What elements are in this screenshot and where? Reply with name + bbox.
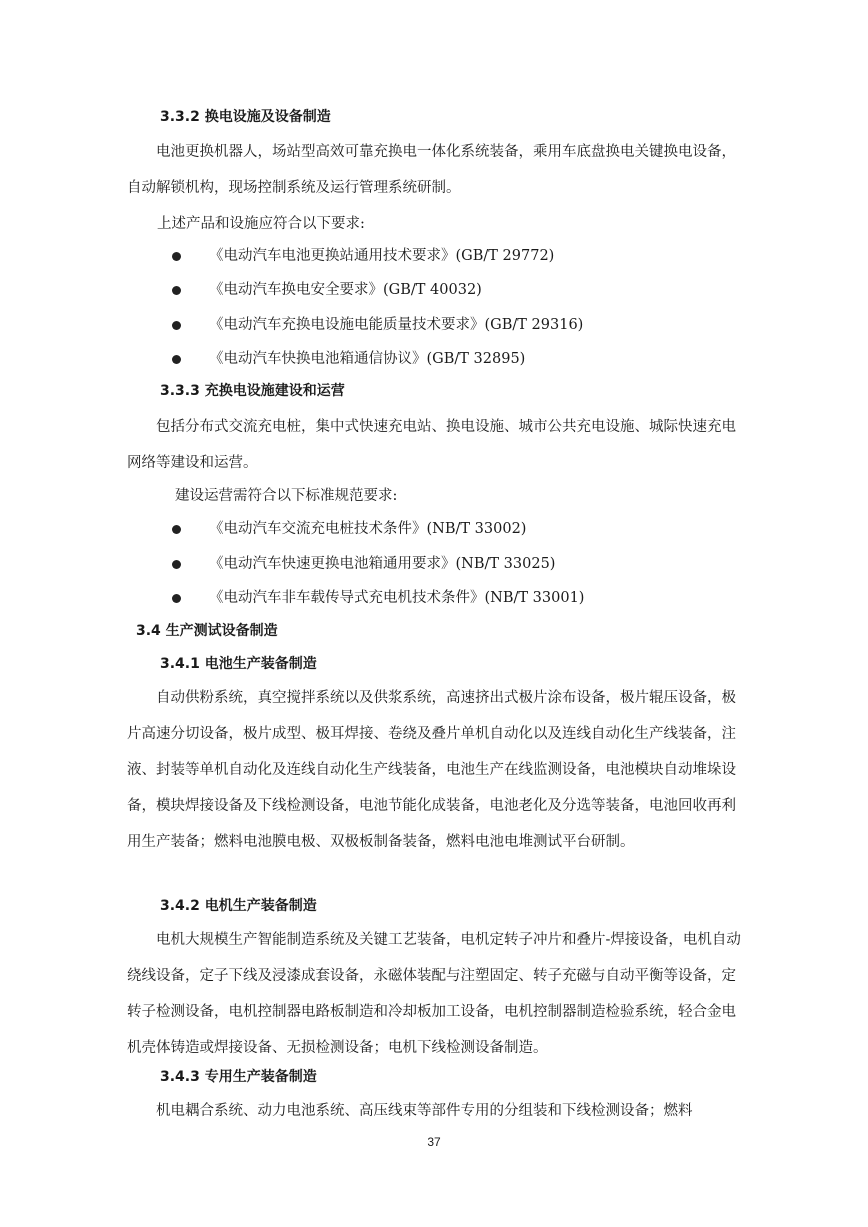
bullet-icon xyxy=(172,355,181,364)
requirements-intro-3-3-3: 建设运营需符合以下标准规范要求: xyxy=(175,488,398,504)
section-heading-3-3-3: 3.3.3 充换电设施建设和运营 xyxy=(160,383,345,399)
list-item: 《电动汽车非车载传导式充电机技术条件》(NB/T 33001) xyxy=(172,586,584,607)
paragraph-3-4-3: 机电耦合系统、动力电池系统、高压线束等部件专用的分组装和下线检测设备；燃料 xyxy=(156,1103,693,1119)
paragraph-3-3-2: 电池更换机器人，场站型高效可靠充换电一体化系统装备，乘用车底盘换电关键换电设备，自动解锁机构，现场控制系统及运行管理系统研制。 xyxy=(127,144,736,196)
list-item: 《电动汽车交流充电桩技术条件》(NB/T 33002) xyxy=(172,517,526,538)
list-item: 《电动汽车电池更换站通用技术要求》(GB/T 29772) xyxy=(172,244,554,265)
bullet-icon xyxy=(172,560,181,569)
page-number: 37 xyxy=(427,1135,441,1149)
bullet-icon xyxy=(172,321,181,330)
section-heading-3-4-2: 3.4.2 电机生产装备制造 xyxy=(160,898,317,914)
section-heading-3-3-2: 3.3.2 换电设施及设备制造 xyxy=(160,109,331,125)
bullet-icon xyxy=(172,252,181,261)
section-heading-3-4: 3.4 生产测试设备制造 xyxy=(136,623,278,639)
section-heading-3-4-3: 3.4.3 专用生产装备制造 xyxy=(160,1069,317,1085)
bullet-icon xyxy=(172,525,181,534)
list-item: 《电动汽车换电安全要求》(GB/T 40032) xyxy=(172,278,482,299)
bullet-icon xyxy=(172,286,181,295)
bullet-icon xyxy=(172,594,181,603)
requirements-intro-3-3-2: 上述产品和设施应符合以下要求: xyxy=(157,216,365,232)
list-item: 《电动汽车充换电设施电能质量技术要求》(GB/T 29316) xyxy=(172,313,583,334)
paragraph-3-4-1: 自动供粉系统，真空搅拌系统以及供浆系统，高速挤出式极片涂布设备，极片辊压设备，极片高速分切设备，极片成型、极耳焊接、卷绕及叠片单机自动化以及连线自动化生产线装备，注液、封装等单机自动化及连线自动化生产线装备，电池生产在线监测设备，电池模块自动堆垛设备，模块焊接设备及下线检测设备，电池节能化成装备，电池老化及分选等装备，电池回收再利用生产装备；燃料电池膜电极、双极板制备装备，燃料电池电堆测试平台研制。 xyxy=(127,690,736,850)
list-item: 《电动汽车快换电池箱通信协议》(GB/T 32895) xyxy=(172,347,525,368)
paragraph-3-4-2: 电机大规模生产智能制造系统及关键工艺装备，电机定转子冲片和叠片-焊接设备，电机自动绕线设备，定子下线及浸漆成套设备，永磁体装配与注塑固定、转子充磁与自动平衡等设备，定转子检测设备，电机控制器电路板制造和冷却板加工设备，电机控制器制造检验系统，轻合金电机壳体铸造或焊接设备、无损检测设备；电机下线检测设备制造。 xyxy=(127,932,741,1056)
section-heading-3-4-1: 3.4.1 电池生产装备制造 xyxy=(160,656,317,672)
paragraph-3-3-3: 包括分布式交流充电桩，集中式快速充电站、换电设施、城市公共充电设施、城际快速充电网络等建设和运营。 xyxy=(127,419,736,471)
list-item: 《电动汽车快速更换电池箱通用要求》(NB/T 33025) xyxy=(172,552,555,573)
